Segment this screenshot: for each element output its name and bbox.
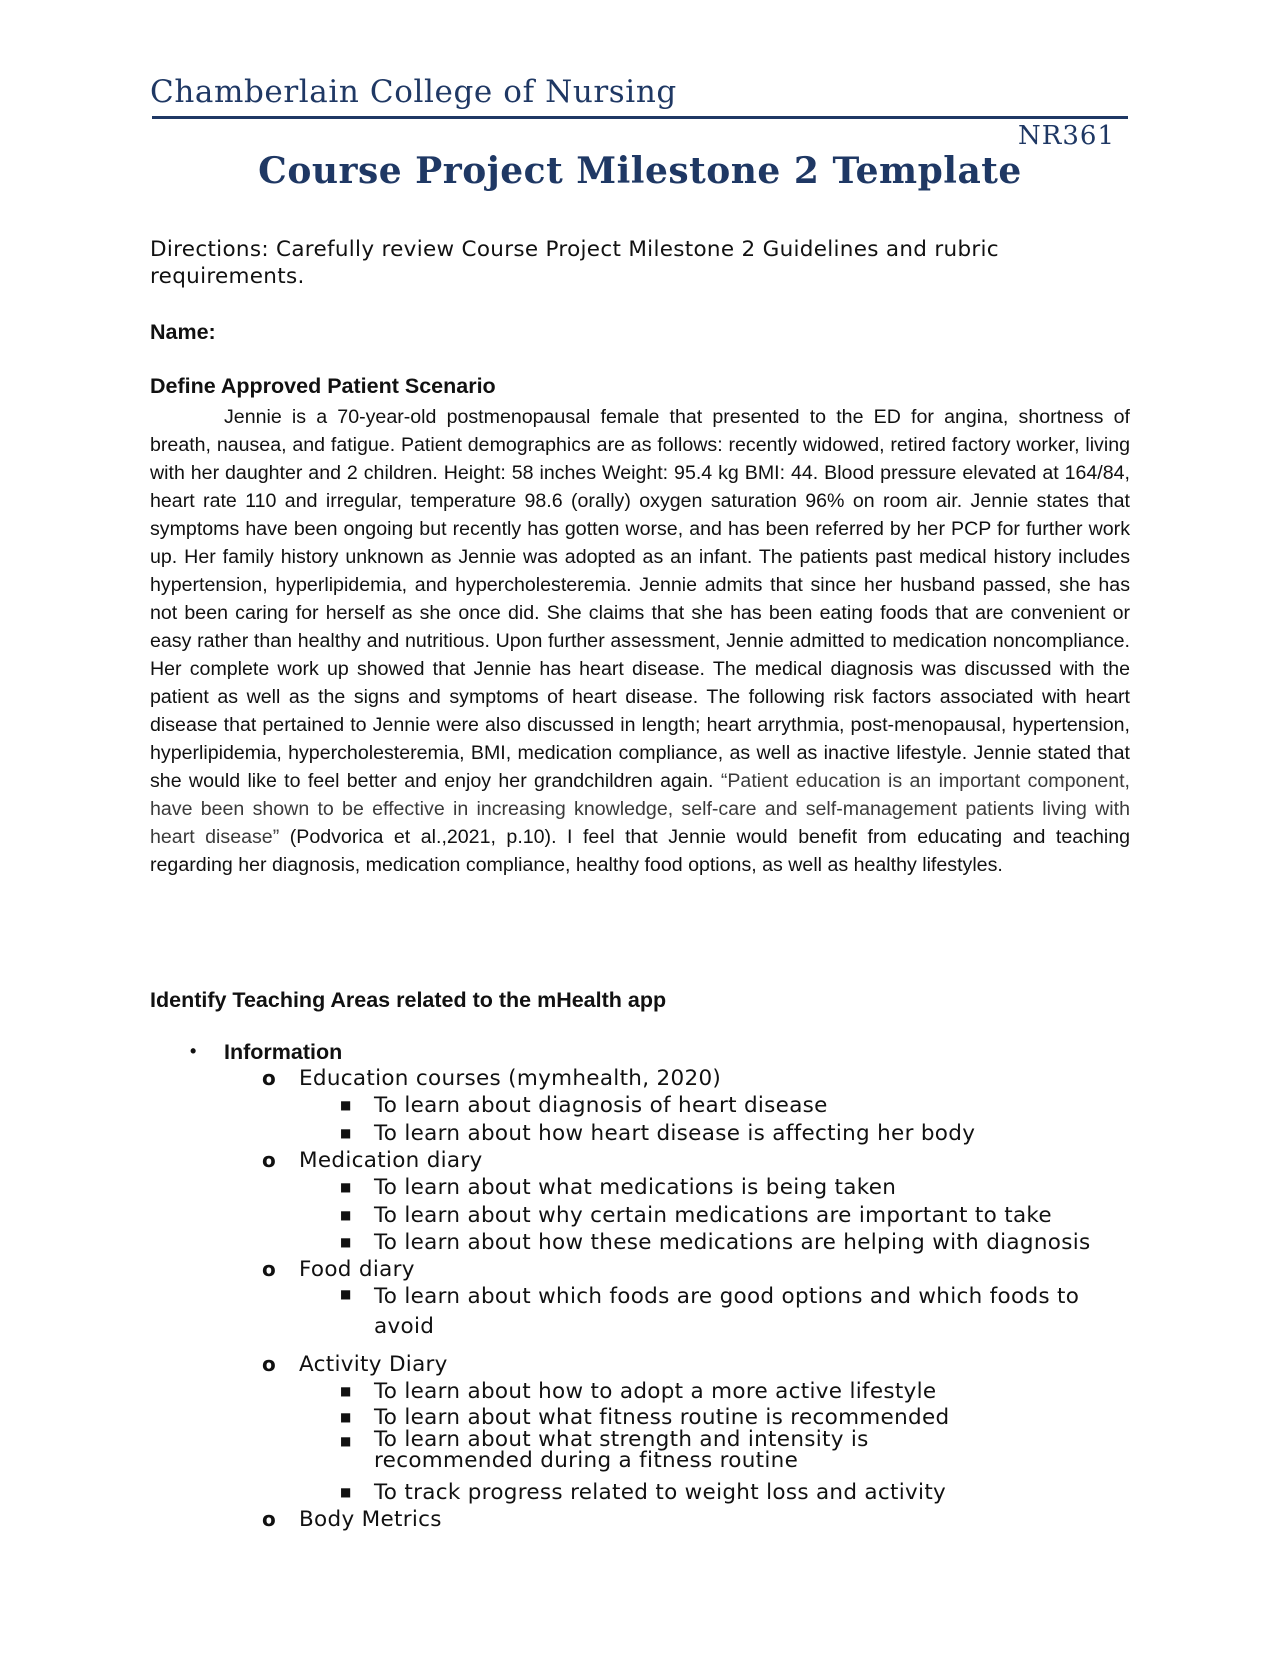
list-item-text: To track progress related to weight loss and activity (374, 1480, 947, 1505)
list-item-information (190, 1040, 342, 1065)
list-item-text: To learn about how these medications are helping with diagnosis (374, 1230, 1091, 1255)
square-bullet-icon: ■ (340, 1485, 352, 1499)
square-bullet-icon: ■ (340, 1434, 352, 1448)
square-bullet-icon: ■ (340, 1208, 352, 1222)
square-bullet-icon: ■ (340, 1384, 352, 1398)
list-item-education-courses (262, 1066, 721, 1091)
circle-bullet-icon: o (262, 1257, 277, 1281)
list-item (340, 1121, 975, 1146)
scenario-body-part-1: Jennie is a 70-year-old postmenopausal female that presented to the ED for angina, shortness of breath, nausea, and fatigue. Patient demographics are as follows: recently widowed, retired factory worker, living with her daughter and 2 children. Height: 58 inches Weight: 95.4 kg BMI: 44. Blood pressure elevated at 164/84, heart rate 110 and irregular, temperature 98.6 (orally) oxygen saturation 96% on room air. Jennie states that symptoms have been ongoing but recently has gotten worse, and has been referred by her PCP for further work up. Her family history unknown as Jennie was adopted as an infant. The patients past medical history includes hypertension, hyperlipidemia, and hypercholesteremia. Jennie admits that since her husband passed, she has not been caring for herself as she once did. She claims that she has been eating foods that are convenient or easy rather than healthy and nutritious. Upon further assessment, Jennie admitted to medication noncompliance. Her complete work up showed that Jennie has heart disease. The medical diagnosis was discussed with the patient as well as the signs and symptoms of heart disease. The following risk factors associated with heart disease that pertained to Jennie were also discussed in length; heart arrythmia, post-menopausal, hypertension, hyperlipidemia, hypercholesteremia, BMI, medication compliance, as well as inactive lifestyle. Jennie stated that she would like to feel better and enjoy her grandchildren again. (150, 406, 1130, 792)
circle-bullet-icon: o (262, 1148, 277, 1172)
list-item (340, 1429, 974, 1471)
list-item-text: To learn about what fitness routine is recommended (374, 1405, 950, 1430)
list-item-text: To learn about what strength and intensity is recommended during a fitness routine (374, 1427, 869, 1473)
list-item-text: To learn about why certain medications are important to take (374, 1203, 1052, 1228)
list-item-text: To learn about what medications is being taken (374, 1175, 897, 1200)
list-item-label: Activity Diary (299, 1352, 448, 1377)
list-item-food-diary (262, 1257, 415, 1282)
list-item-medication-diary (262, 1148, 483, 1173)
list-item-label: Education courses (mymhealth, 2020) (299, 1066, 722, 1091)
document-title: Course Project Milestone 2 Template (258, 150, 1022, 192)
teaching-areas-heading: Identify Teaching Areas related to the mHealth app (150, 988, 667, 1012)
list-item (340, 1480, 946, 1505)
list-item (340, 1175, 896, 1200)
square-bullet-icon: ■ (340, 1287, 352, 1301)
bullet-icon: • (190, 1041, 197, 1061)
square-bullet-icon: ■ (340, 1235, 352, 1249)
scenario-body-part-2: (Podvorica et al.,2021, p.10). I feel that Jennie would benefit from educating and teaching regarding her diagnosis, medication compliance, healthy food options, as well as healthy lifestyles. (150, 826, 1130, 876)
list-item (340, 1282, 1114, 1342)
list-item-label: Food diary (299, 1257, 415, 1282)
list-item-text: To learn about which foods are good options and which foods to avoid (374, 1284, 1080, 1339)
list-item-body-metrics (262, 1507, 442, 1532)
scenario-paragraph (150, 403, 1130, 879)
list-item (340, 1230, 1091, 1255)
list-item-label: Information (224, 1040, 343, 1064)
name-label: Name: (150, 320, 216, 344)
list-item (340, 1093, 828, 1118)
square-bullet-icon: ■ (340, 1098, 352, 1112)
header-rule (152, 116, 1128, 119)
circle-bullet-icon: o (262, 1352, 277, 1376)
list-item-label: Medication diary (299, 1148, 483, 1173)
list-item-text: To learn about how to adopt a more active lifestyle (374, 1379, 937, 1404)
course-code: NR361 (1018, 121, 1115, 151)
list-item-activity-diary (262, 1352, 448, 1377)
list-item (340, 1379, 936, 1404)
directions-text: Directions: Carefully review Course Project Milestone 2 Guidelines and rubric requirements. (150, 237, 999, 289)
square-bullet-icon: ■ (340, 1410, 352, 1424)
circle-bullet-icon: o (262, 1066, 277, 1090)
list-item (340, 1203, 1052, 1228)
list-item-text: To learn about diagnosis of heart disease (374, 1093, 828, 1118)
college-name: Chamberlain College of Nursing (150, 74, 677, 110)
circle-bullet-icon: o (262, 1507, 277, 1531)
square-bullet-icon: ■ (340, 1180, 352, 1194)
scenario-quote: “Patient education is an important component, have been shown to be effective in increasing knowledge, self-care and self-management patients living with heart disease” (150, 770, 1130, 848)
list-item-label: Body Metrics (299, 1507, 442, 1532)
list-item-text: To learn about how heart disease is affecting her body (374, 1121, 976, 1146)
square-bullet-icon: ■ (340, 1126, 352, 1140)
scenario-heading: Define Approved Patient Scenario (150, 374, 496, 398)
